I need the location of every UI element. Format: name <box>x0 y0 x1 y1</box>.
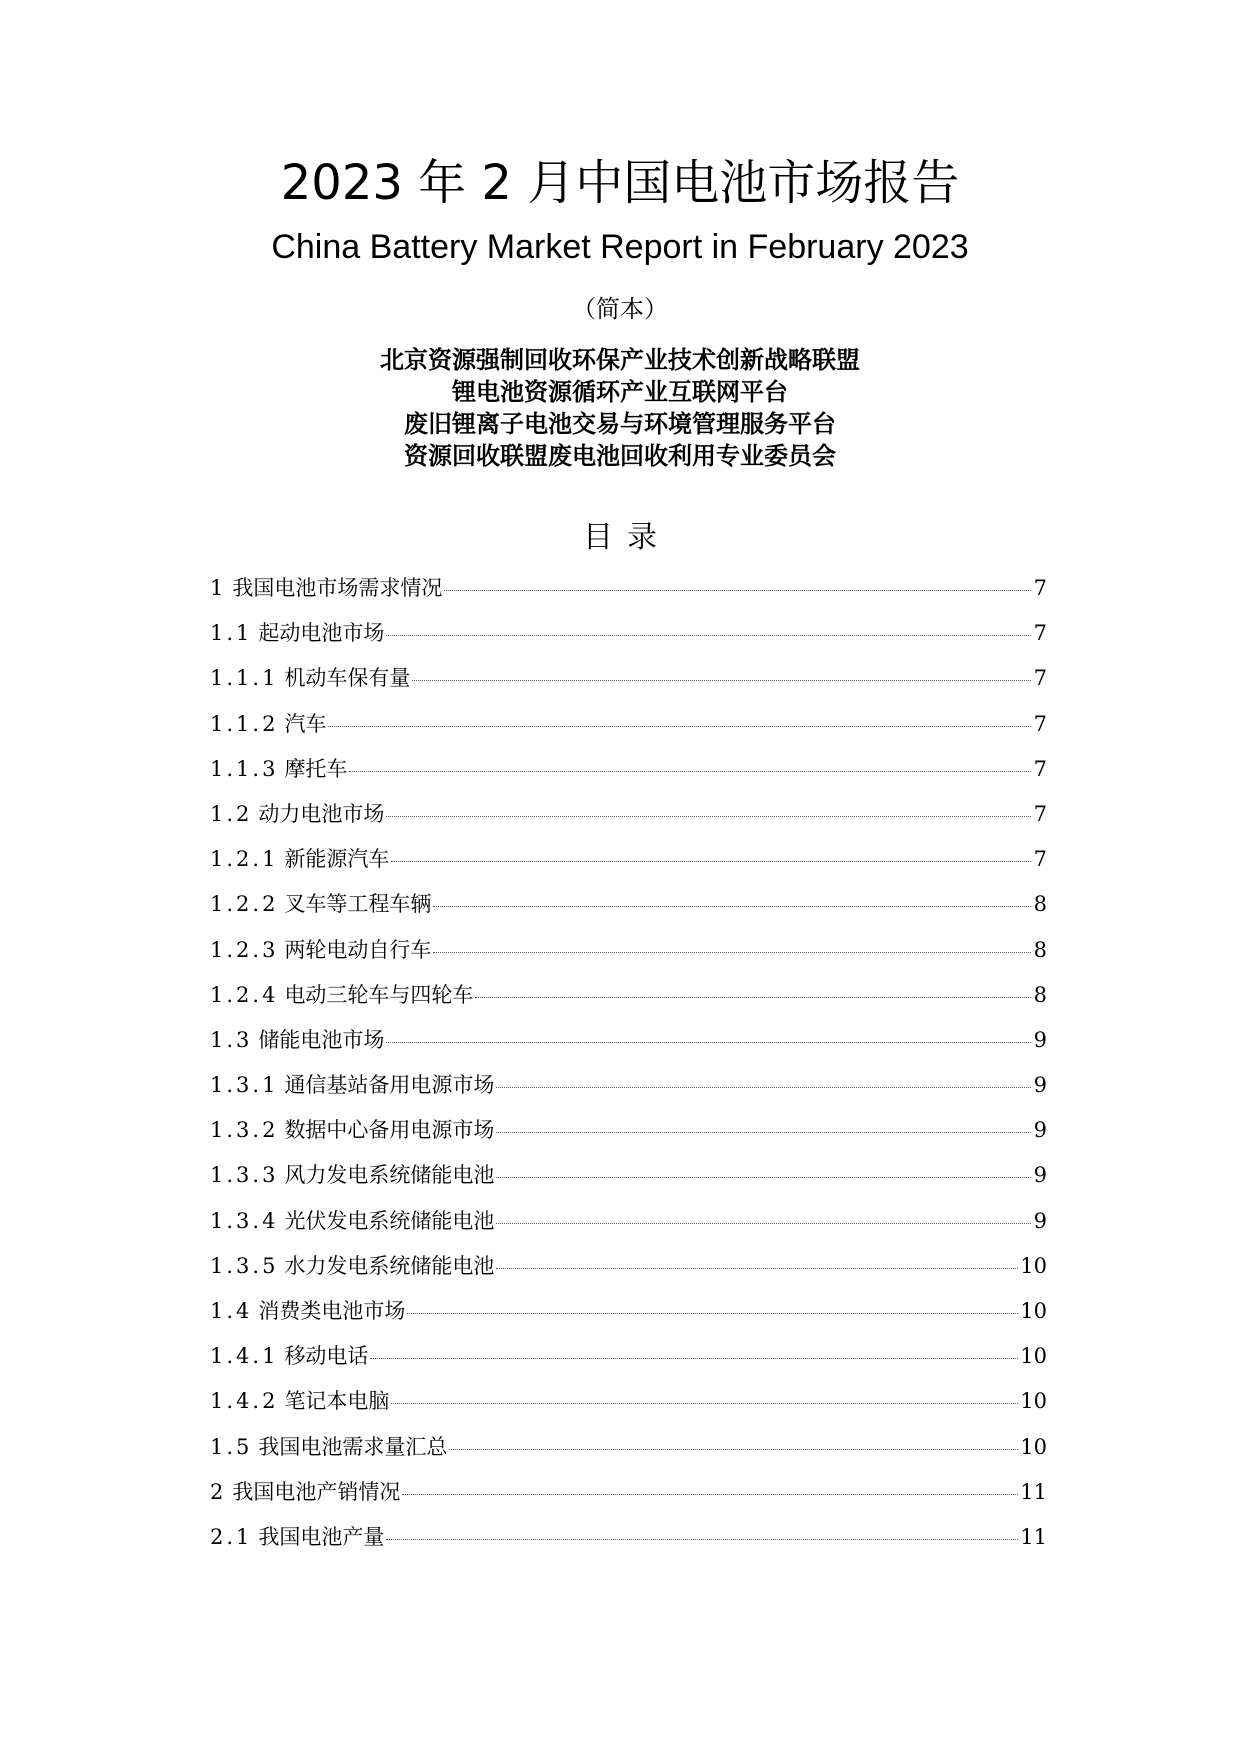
toc-entry-number: 2 <box>210 1479 227 1504</box>
toc-entry-number: 1.2.3 <box>210 937 279 962</box>
toc-entry-number: 1.4.1 <box>210 1344 279 1369</box>
toc-entry-label: 笔记本电脑 <box>284 1389 390 1414</box>
toc-dot-leader <box>407 1312 1018 1314</box>
toc-entry-label: 移动电话 <box>284 1344 369 1369</box>
toc-entry-page-number: 9 <box>1033 1027 1047 1052</box>
toc-dot-leader <box>328 725 1031 727</box>
toc-entry[interactable] <box>210 1334 1047 1379</box>
toc-entry-label: 起动电池市场 <box>258 621 385 646</box>
toc-heading: 目录 <box>583 520 671 555</box>
toc-entry[interactable] <box>210 882 1047 927</box>
toc-entry-number: 1.3.3 <box>210 1163 279 1188</box>
document-title-en: China Battery Market Report in February 2023 <box>271 228 969 266</box>
toc-dot-leader <box>386 634 1031 636</box>
toc-entry-label: 动力电池市场 <box>258 801 385 826</box>
toc-dot-leader <box>496 1086 1031 1088</box>
toc-entry[interactable] <box>210 611 1047 656</box>
toc-entry-label: 我国电池产量 <box>258 1524 385 1549</box>
toc-entry-page-number: 7 <box>1033 711 1047 736</box>
toc-dot-leader <box>449 1448 1018 1450</box>
toc-entry-label: 光伏发电系统储能电池 <box>284 1208 495 1233</box>
toc-dot-leader <box>444 589 1031 591</box>
toc-entry[interactable] <box>210 973 1047 1018</box>
toc-entry[interactable] <box>210 837 1047 882</box>
toc-entry-page-number: 10 <box>1020 1253 1047 1278</box>
toc-dot-leader <box>386 815 1031 817</box>
toc-entry-page-number: 10 <box>1020 1434 1047 1459</box>
toc-entry-number: 1.4.2 <box>210 1389 279 1414</box>
toc-entry-page-number: 8 <box>1033 937 1047 962</box>
toc-entry-number: 1.2.1 <box>210 847 279 872</box>
toc-entry[interactable] <box>210 1379 1047 1424</box>
toc-entry[interactable] <box>210 1515 1047 1560</box>
toc-entry-label: 机动车保有量 <box>284 666 411 691</box>
toc-entry-number: 1.3.2 <box>210 1118 279 1143</box>
toc-entry-page-number: 9 <box>1033 1118 1047 1143</box>
toc-entry-page-number: 10 <box>1020 1344 1047 1369</box>
toc-entry-label: 数据中心备用电源市场 <box>284 1118 495 1143</box>
toc-dot-leader <box>391 1402 1018 1404</box>
document-title-cn: 2023 年 2 月中国电池市场报告 <box>280 155 960 211</box>
toc-entry-number: 2.1 <box>210 1524 253 1549</box>
toc-dot-leader <box>496 1222 1031 1224</box>
toc-entry-number: 1.1 <box>210 621 253 646</box>
toc-dot-leader <box>370 1357 1018 1359</box>
toc-dot-leader <box>496 1176 1031 1178</box>
toc-entry-label: 新能源汽车 <box>284 847 390 872</box>
toc-entry-number: 1.3.1 <box>210 1073 279 1098</box>
toc-dot-leader <box>386 1538 1018 1540</box>
toc-entry-label: 消费类电池市场 <box>258 1299 406 1323</box>
toc-entry[interactable] <box>210 702 1047 747</box>
toc-dot-leader <box>496 1131 1031 1133</box>
toc-entry-page-number: 7 <box>1033 576 1047 600</box>
toc-dot-leader <box>391 860 1031 862</box>
toc-entry[interactable] <box>210 747 1047 792</box>
toc-entry-label: 水力发电系统储能电池 <box>284 1253 495 1278</box>
toc-entry-page-number: 9 <box>1033 1163 1047 1188</box>
toc-entry[interactable] <box>210 792 1047 837</box>
toc-dot-leader <box>475 996 1031 998</box>
toc-entry-number: 1.4 <box>210 1299 253 1323</box>
toc-dot-leader <box>433 905 1031 907</box>
toc-entry[interactable] <box>210 1425 1047 1470</box>
toc-entry[interactable] <box>210 1018 1047 1063</box>
toc-entry-page-number: 8 <box>1033 892 1047 917</box>
toc-entry[interactable] <box>210 1470 1047 1515</box>
toc-entry-number: 1.3.5 <box>210 1253 279 1278</box>
toc-entry-number: 1.1.2 <box>210 711 279 736</box>
toc-dot-leader <box>433 951 1031 953</box>
table-of-contents <box>210 566 1047 1560</box>
toc-entry-label: 我国电池市场需求情况 <box>232 576 443 600</box>
toc-entry[interactable] <box>210 566 1047 611</box>
toc-entry-page-number: 8 <box>1033 982 1047 1007</box>
toc-entry[interactable] <box>210 1199 1047 1244</box>
toc-entry-label: 通信基站备用电源市场 <box>284 1073 495 1098</box>
toc-entry-page-number: 7 <box>1033 801 1047 826</box>
toc-entry-page-number: 11 <box>1020 1524 1047 1549</box>
toc-entry-page-number: 7 <box>1033 666 1047 691</box>
toc-entry-label: 汽车 <box>284 711 327 736</box>
organization-list <box>0 344 1240 472</box>
organization-name: 北京资源强制回收环保产业技术创新战略联盟 <box>380 346 860 374</box>
toc-entry[interactable] <box>210 1244 1047 1289</box>
toc-dot-leader <box>496 1267 1018 1269</box>
toc-entry[interactable] <box>210 1289 1047 1334</box>
toc-entry-page-number: 11 <box>1020 1479 1047 1504</box>
toc-entry[interactable] <box>210 1153 1047 1198</box>
edition-label: （简本） <box>572 295 668 323</box>
toc-entry-page-number: 9 <box>1033 1073 1047 1098</box>
toc-entry-label: 摩托车 <box>284 756 348 781</box>
toc-entry[interactable] <box>210 1063 1047 1108</box>
organization-name: 资源回收联盟废电池回收利用专业委员会 <box>404 442 836 470</box>
toc-entry[interactable] <box>210 928 1047 973</box>
toc-dot-leader <box>349 770 1031 772</box>
toc-entry-label: 叉车等工程车辆 <box>284 892 432 917</box>
organization-name: 废旧锂离子电池交易与环境管理服务平台 <box>404 410 836 438</box>
toc-entry-label: 我国电池需求量汇总 <box>258 1434 448 1459</box>
toc-entry-number: 1.2 <box>210 801 253 826</box>
toc-dot-leader <box>402 1493 1018 1495</box>
toc-entry-number: 1.3.4 <box>210 1208 279 1233</box>
toc-entry-label: 电动三轮车与四轮车 <box>284 982 474 1007</box>
toc-entry-page-number: 9 <box>1033 1208 1047 1233</box>
toc-entry[interactable] <box>210 1108 1047 1153</box>
toc-entry-number: 1.1.1 <box>210 666 279 691</box>
toc-entry-label: 我国电池产销情况 <box>232 1479 401 1504</box>
toc-dot-leader <box>412 679 1031 681</box>
toc-entry-number: 1.2.4 <box>210 982 279 1007</box>
toc-entry-number: 1.2.2 <box>210 892 279 917</box>
toc-entry-page-number: 10 <box>1020 1389 1047 1414</box>
toc-entry-page-number: 7 <box>1033 756 1047 781</box>
toc-entry-label: 风力发电系统储能电池 <box>284 1163 495 1188</box>
organization-name: 锂电池资源循环产业互联网平台 <box>452 378 788 406</box>
toc-entry-number: 1.1.3 <box>210 756 279 781</box>
toc-entry-page-number: 7 <box>1033 847 1047 872</box>
toc-dot-leader <box>386 1041 1031 1043</box>
toc-entry-number: 1.3 <box>210 1027 253 1052</box>
toc-entry-page-number: 10 <box>1020 1299 1047 1323</box>
toc-entry-label: 储能电池市场 <box>258 1027 385 1052</box>
toc-entry-number: 1 <box>210 576 227 600</box>
toc-entry-page-number: 7 <box>1033 621 1047 646</box>
toc-entry[interactable] <box>210 656 1047 701</box>
toc-entry-label: 两轮电动自行车 <box>284 937 432 962</box>
toc-entry-number: 1.5 <box>210 1434 253 1459</box>
